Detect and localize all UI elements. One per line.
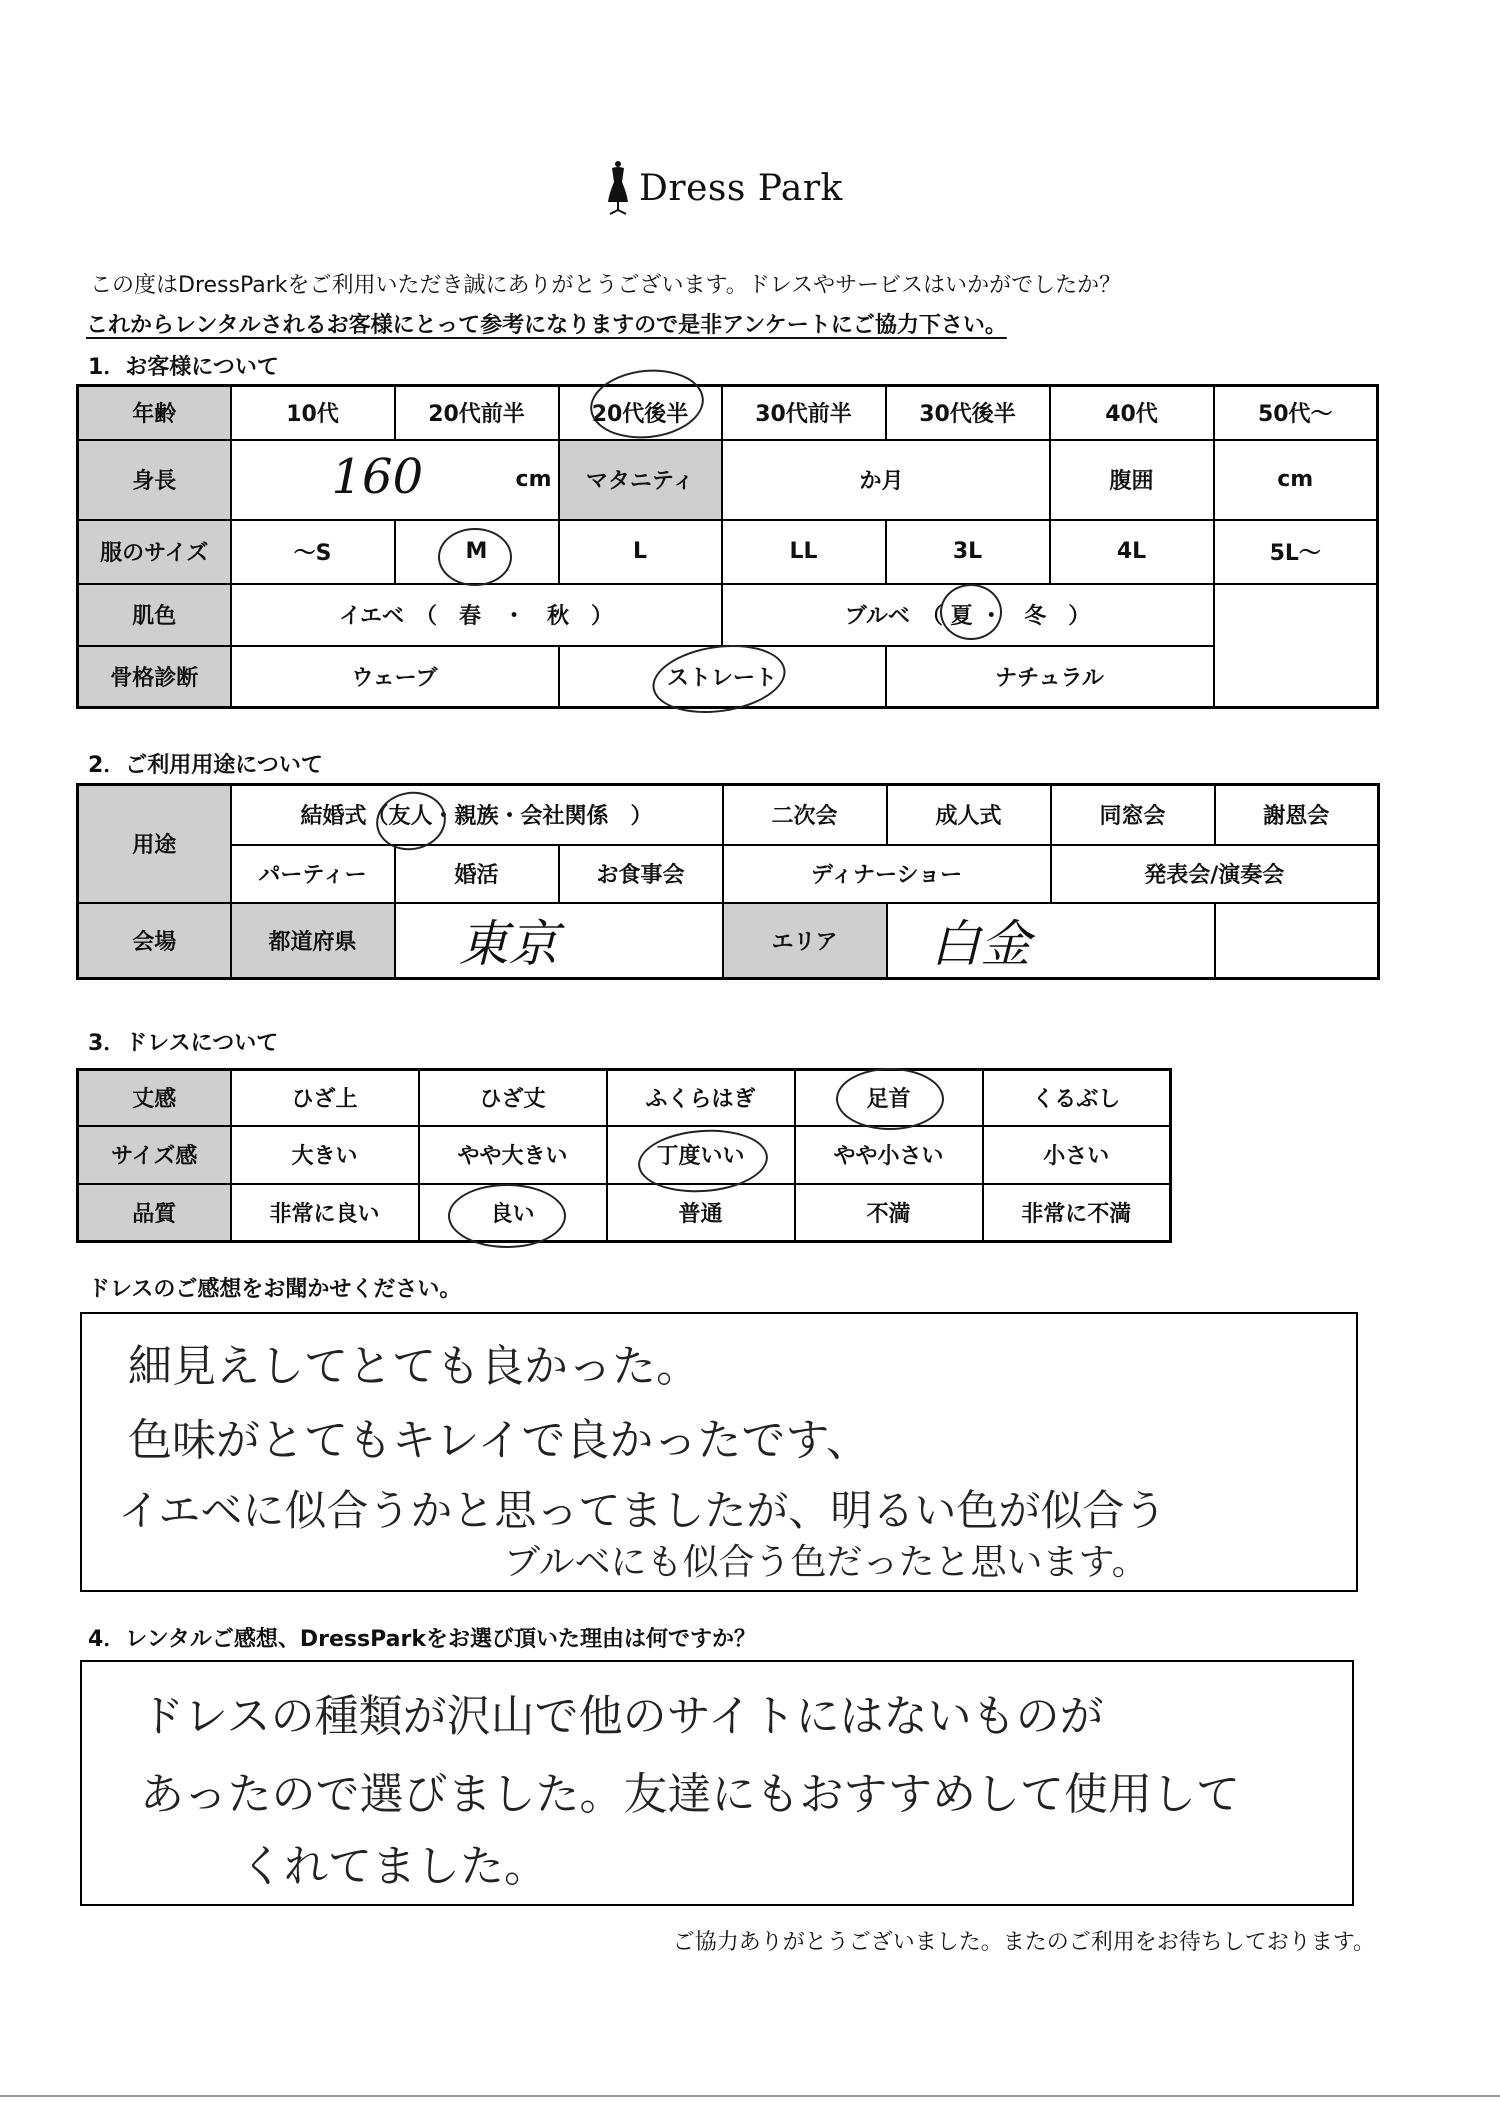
age-option[interactable]: 50代～ — [1214, 386, 1378, 440]
impressions-line: 色味がとてもキレイで良かったです、 — [128, 1415, 870, 1466]
size-option[interactable]: LL — [722, 520, 886, 584]
section2-title: 2．ご利用用途について — [88, 753, 323, 778]
height-value: 160 — [331, 448, 424, 505]
waist-unit: cm — [1277, 467, 1314, 492]
skin-blue-option[interactable] — [722, 584, 1214, 646]
fit-option[interactable]: 大きい — [231, 1126, 419, 1184]
section4-title: 4．レンタルご感想、DressParkをお選び頂いた理由は何ですか？ — [88, 1627, 756, 1652]
height-unit: cm — [515, 466, 552, 492]
length-option[interactable]: ひざ上 — [231, 1070, 419, 1126]
impressions-prompt: ドレスのご感想をお聞かせください。 — [88, 1277, 462, 1302]
purpose-option[interactable]: 発表会/演奏会 — [1051, 845, 1379, 903]
purpose-option[interactable]: 同窓会 — [1051, 785, 1215, 845]
quality-option[interactable]: 非常に良い — [231, 1184, 419, 1242]
wedding-prefix: 結婚式（ — [300, 804, 389, 830]
age-option-selected[interactable]: 20代後半 — [559, 386, 722, 440]
length-option-selected[interactable]: 足首 — [795, 1070, 983, 1126]
frame-option[interactable]: ウェーブ — [231, 646, 559, 708]
size-option[interactable]: 3L — [886, 520, 1050, 584]
area-field[interactable] — [887, 903, 1215, 979]
purpose-table — [76, 783, 1380, 980]
height-field[interactable] — [231, 440, 559, 520]
quality-option-selected[interactable]: 良い — [419, 1184, 607, 1242]
wedding-friend: 友人 — [388, 804, 433, 830]
logo-text: Dress Park — [639, 167, 843, 209]
height-label: 身長 — [78, 440, 231, 520]
skin-blue-prefix: ブルベ （ — [844, 604, 943, 629]
age-option[interactable]: 30代前半 — [722, 386, 886, 440]
frame-option[interactable]: ナチュラル — [886, 646, 1214, 708]
size-row — [78, 520, 1378, 584]
dress-table — [76, 1068, 1172, 1243]
quality-row — [78, 1184, 1171, 1242]
size-option[interactable]: 4L — [1050, 520, 1214, 584]
fit-option[interactable]: やや小さい — [795, 1126, 983, 1184]
quality-option[interactable]: 普通 — [607, 1184, 795, 1242]
length-row — [78, 1070, 1171, 1126]
months-unit: か月 — [859, 469, 904, 494]
skin-row — [78, 584, 1378, 646]
length-option[interactable]: くるぶし — [983, 1070, 1171, 1126]
impressions-line: ブルベにも似合う色だったと思います。 — [504, 1542, 1148, 1583]
purpose-option[interactable]: ディナーショー — [723, 845, 1051, 903]
area-value: 白金 — [930, 915, 1031, 974]
age-option[interactable]: 20代前半 — [395, 386, 559, 440]
purpose-option[interactable]: 成人式 — [887, 785, 1051, 845]
empty-cell — [1215, 903, 1379, 979]
height-row — [78, 440, 1378, 520]
age-row — [78, 386, 1378, 440]
wedding-suffix: ・親族・会社関係 ） — [432, 804, 653, 830]
area-label: エリア — [723, 903, 887, 979]
purpose-option[interactable]: 謝恩会 — [1215, 785, 1379, 845]
dress-form-icon — [605, 160, 631, 216]
logo — [605, 160, 843, 216]
empty-cell — [1214, 646, 1378, 708]
age-option[interactable]: 10代 — [231, 386, 395, 440]
empty-cell — [1214, 584, 1378, 646]
length-option[interactable]: ひざ丈 — [419, 1070, 607, 1126]
prefecture-field[interactable] — [395, 903, 723, 979]
fit-option-selected[interactable]: 丁度いい — [607, 1126, 795, 1184]
size-option[interactable]: L — [559, 520, 722, 584]
size-option[interactable]: 5L～ — [1214, 520, 1378, 584]
skin-label: 肌色 — [78, 584, 231, 646]
waist-field[interactable] — [1214, 440, 1378, 520]
maternity-months-field[interactable] — [722, 440, 1050, 520]
age-option[interactable]: 40代 — [1050, 386, 1214, 440]
reason-line: ドレスの種類が沢山で他のサイトにはないものが — [140, 1691, 1104, 1742]
purpose-option[interactable]: パーティー — [231, 845, 395, 903]
quality-label: 品質 — [78, 1184, 231, 1242]
reason-line: あったので選びました。友達にもおすすめして使用して — [140, 1769, 1240, 1820]
venue-row — [78, 903, 1379, 979]
purpose-row-2 — [78, 845, 1379, 903]
intro-text: この度はDressParkをご利用いただき誠にありがとうございます。ドレスやサービスはいかがでしたか？ — [90, 273, 1122, 298]
customer-table — [76, 384, 1379, 709]
frame-row — [78, 646, 1378, 708]
maternity-label: マタニティ — [559, 440, 722, 520]
frame-option-selected[interactable]: ストレート — [559, 646, 886, 708]
purpose-row-1 — [78, 785, 1379, 845]
waist-label: 腹囲 — [1050, 440, 1214, 520]
closing-text: ご協力ありがとうございました。またのご利用をお待ちしております。 — [672, 1930, 1375, 1955]
section1-title: 1．お客様について — [88, 355, 279, 380]
fit-row — [78, 1126, 1171, 1184]
skin-blue-suffix: ・ 冬 ） — [980, 604, 1091, 629]
purpose-option[interactable]: 婚活 — [395, 845, 559, 903]
size-label: 服のサイズ — [78, 520, 231, 584]
purpose-label: 用途 — [78, 785, 231, 903]
age-label: 年齢 — [78, 386, 231, 440]
wedding-option[interactable] — [231, 785, 723, 845]
scan-edge — [0, 2095, 1500, 2097]
reason-line: くれてました。 — [240, 1841, 548, 1892]
purpose-option[interactable]: 二次会 — [723, 785, 887, 845]
length-option[interactable]: ふくらはぎ — [607, 1070, 795, 1126]
impressions-line: 細見えしてとても良かった。 — [128, 1341, 700, 1392]
fit-option[interactable]: やや大きい — [419, 1126, 607, 1184]
fit-label: サイズ感 — [78, 1126, 231, 1184]
fit-option[interactable]: 小さい — [983, 1126, 1171, 1184]
skin-blue-summer: 夏 — [950, 604, 973, 629]
quality-option[interactable]: 非常に不満 — [983, 1184, 1171, 1242]
frame-label: 骨格診断 — [78, 646, 231, 708]
impressions-line: イエベに似合うかと思ってましたが、明るい色が似合う — [118, 1486, 1167, 1535]
section3-title: 3．ドレスについて — [88, 1031, 279, 1056]
quality-option[interactable]: 不満 — [795, 1184, 983, 1242]
size-option-selected[interactable]: M — [395, 520, 559, 584]
prefecture-label: 都道府県 — [231, 903, 395, 979]
purpose-option[interactable]: お食事会 — [559, 845, 723, 903]
length-label: 丈感 — [78, 1070, 231, 1126]
intro-bold-text: これからレンタルされるお客様にとって参考になりますので是非アンケートにご協力下さい。 — [86, 313, 1007, 338]
prefecture-value: 東京 — [458, 915, 559, 974]
size-option[interactable]: ～S — [231, 520, 395, 584]
skin-yellow-option[interactable]: イエベ （ 春 ・ 秋 ） — [231, 584, 722, 646]
venue-label: 会場 — [78, 903, 231, 979]
age-option[interactable]: 30代後半 — [886, 386, 1050, 440]
